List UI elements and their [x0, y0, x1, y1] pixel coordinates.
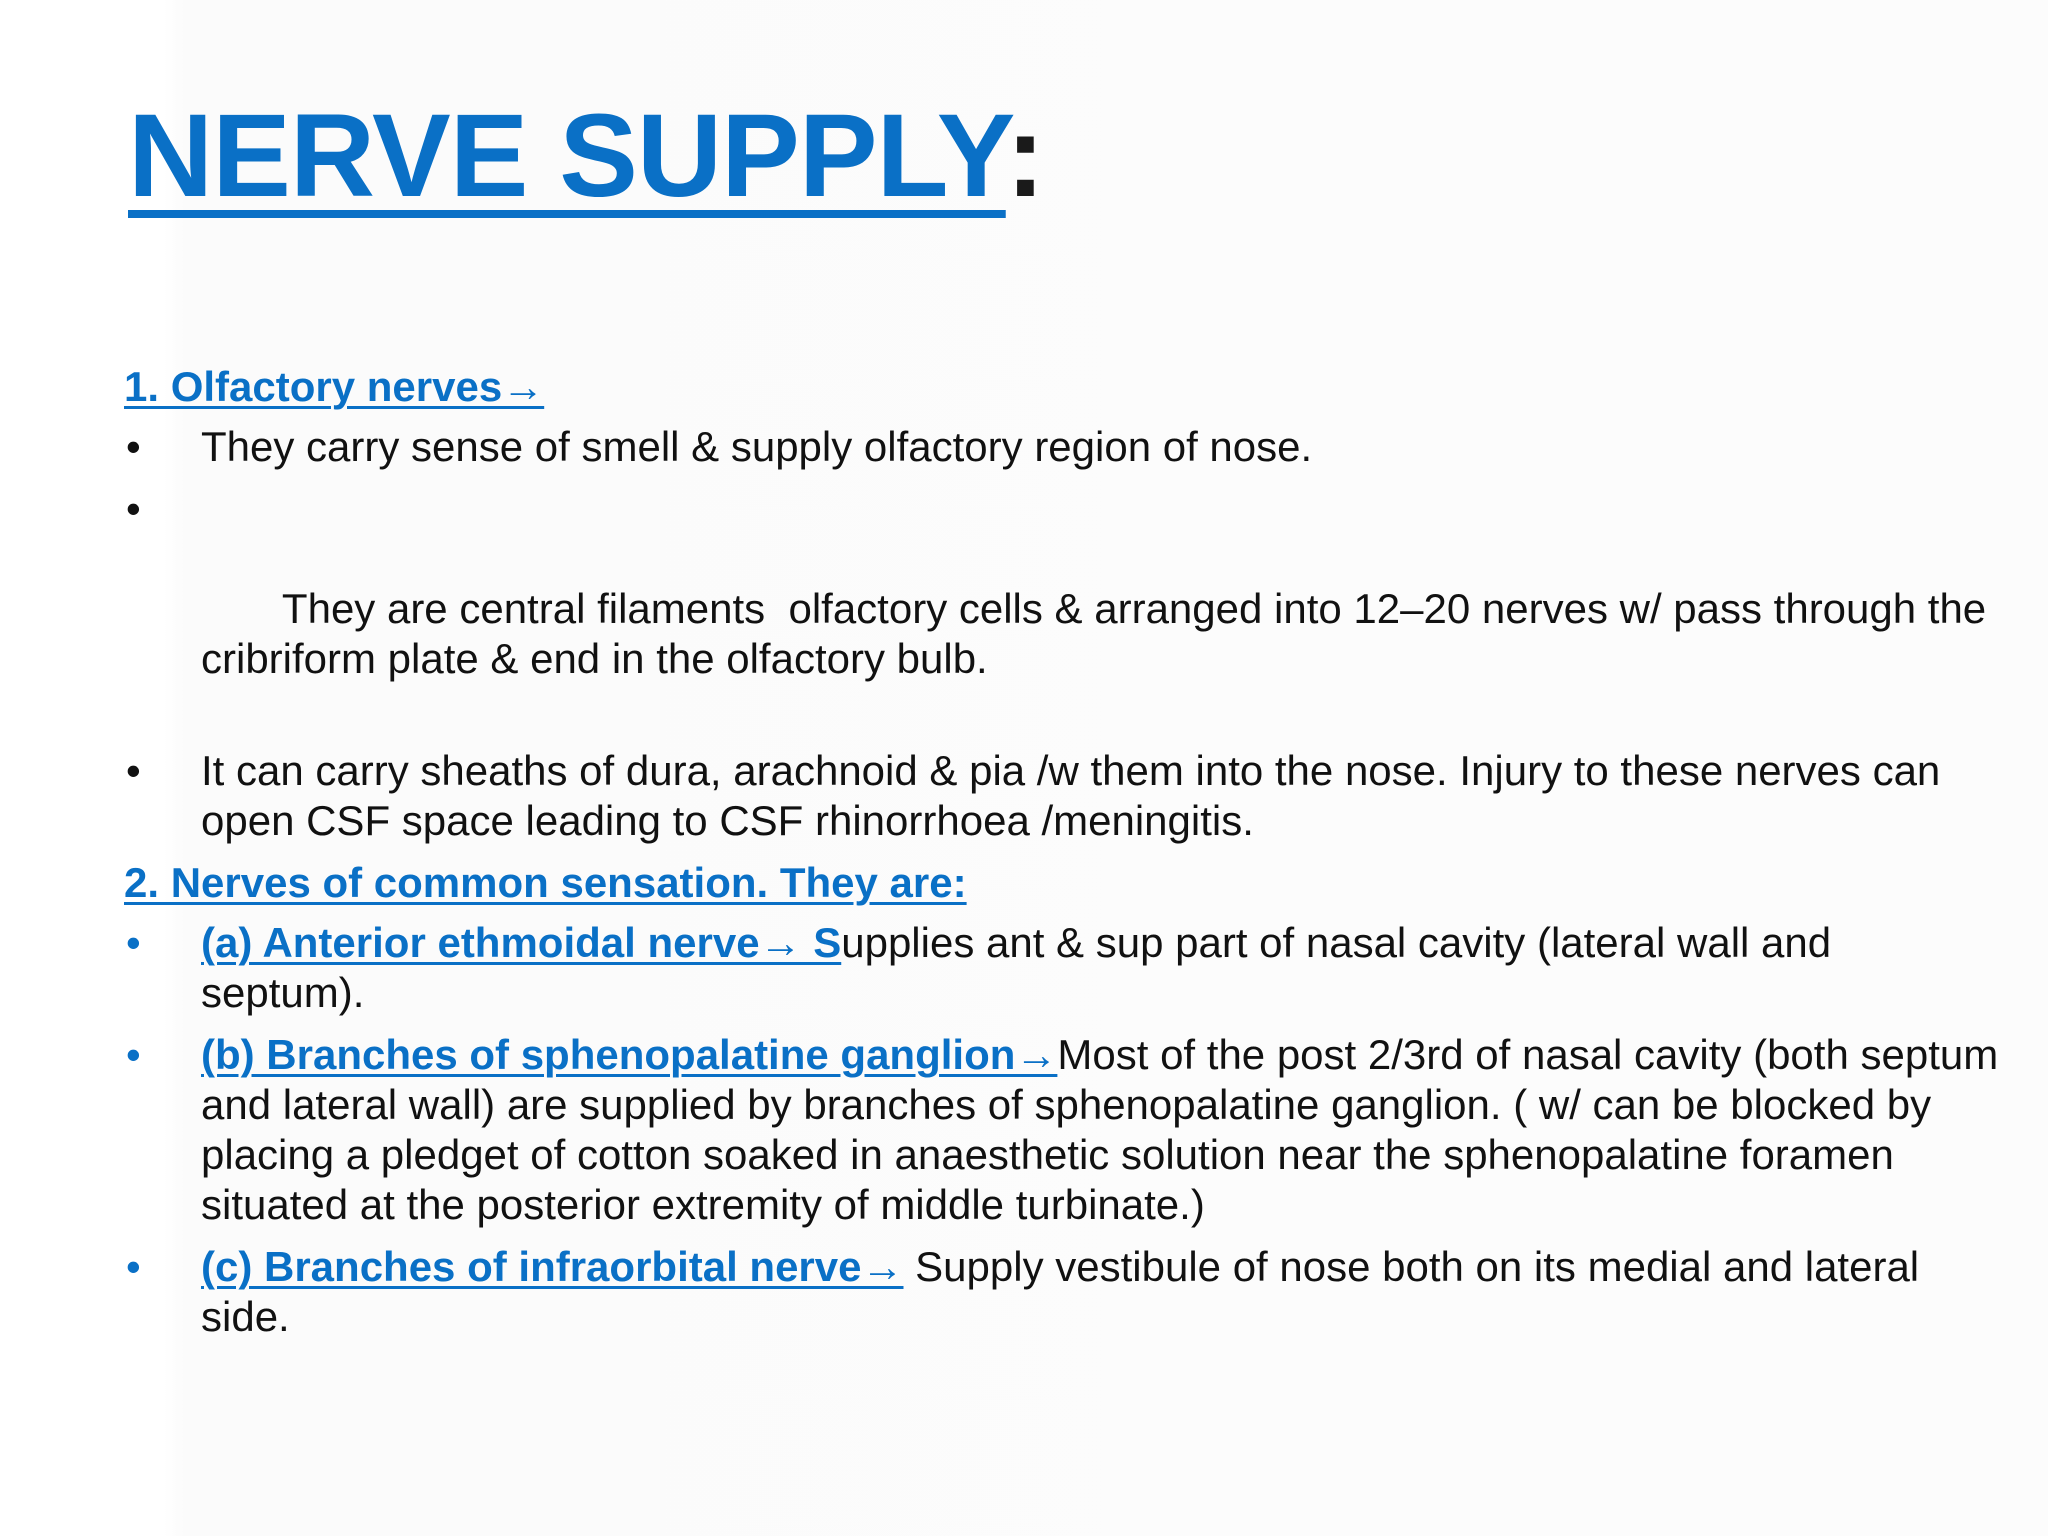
bullet-lead-infraorbital: (c) Branches of infraorbital nerve→	[201, 1243, 904, 1290]
bullet-lead-anterior-ethmoidal: (a) Anterior ethmoidal nerve→ S	[201, 919, 842, 966]
bullet-dot-icon: •	[126, 423, 141, 470]
section-heading-olfactory: 1. Olfactory nerves→	[124, 363, 545, 410]
bullet-dot-icon: •	[126, 747, 141, 794]
slide-title-colon: :	[1005, 90, 1045, 222]
bullet-dot-icon: •	[126, 919, 141, 966]
bullet-text: Most of the post 2/3rd of nasal cavity (both septum and lateral wall) are supplied by branches of sphenopalatine ganglion. ( w/ can be blocked by placing a pledget of cotton soaked in anaesthetic solution near the sphenopalatine foramen situated at the posterior extremity of middle turbinate.)	[201, 1031, 1999, 1228]
bullet-text: Supply vestibule of nose both on its medial and lateral side.	[201, 1243, 1920, 1340]
bullet-text: upplies ant & sup part of nasal cavity (lateral wall and septum).	[201, 919, 1832, 1016]
slide-title	[128, 92, 1044, 222]
bullet-item	[124, 918, 2004, 1018]
bullet-item	[124, 422, 2004, 472]
bullet-item	[124, 484, 2004, 734]
bullet-item	[124, 1030, 2004, 1230]
bullet-dot-icon: •	[126, 1243, 141, 1290]
bullet-item	[124, 746, 2004, 846]
bullet-lead-sphenopalatine: (b) Branches of sphenopalatine ganglion→	[201, 1031, 1058, 1078]
slide-content	[124, 362, 2004, 1354]
slide-title-text: NERVE SUPPLY	[128, 90, 1006, 222]
bullet-dot-icon: •	[126, 1031, 141, 1078]
bullet-text: They are central filaments olfactory cells & arranged into 12–20 nerves w/ pass through the cribriform plate & end in the olfactory bulb.	[201, 585, 1998, 682]
section-heading-common-sensation: 2. Nerves of common sensation. They are:	[124, 859, 967, 906]
bullet-text: It can carry sheaths of dura, arachnoid & pia /w them into the nose. Injury to these nerves can open CSF space leading to CSF rhinorrhoea /meningitis.	[201, 747, 1941, 844]
bullet-text: They carry sense of smell & supply olfactory region of nose.	[201, 423, 1313, 470]
bullet-item	[124, 1242, 2004, 1342]
bullet-dot-icon: •	[126, 485, 141, 532]
